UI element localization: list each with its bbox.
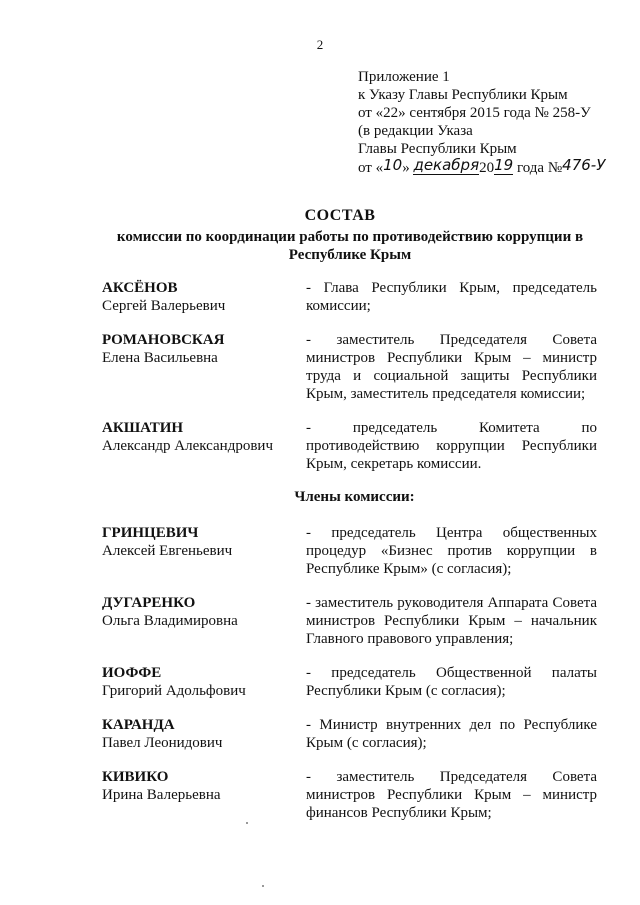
member-name (102, 716, 292, 752)
member-surname: ГРИНЦЕВИЧ (102, 525, 199, 541)
commission-entry (102, 768, 597, 822)
member-given-name: Ольга Владимировна (102, 613, 238, 629)
member-name (102, 664, 292, 700)
member-name (102, 524, 292, 578)
member-surname: РОМАНОВСКАЯ (102, 332, 225, 348)
member-surname: АКШАТИН (102, 420, 184, 436)
scan-artifact (262, 885, 264, 887)
member-name (102, 279, 292, 315)
member-surname: КИВИКО (102, 769, 169, 785)
date-quote-close: » (402, 160, 410, 176)
commission-entry (102, 524, 597, 578)
scan-artifact (246, 822, 248, 824)
handwritten-month: декабря (413, 156, 480, 174)
member-role: - председатель Центра общественных процедур «Бизнес против коррупции в Республике Крым» (с согласия); (306, 525, 597, 577)
member-surname: АКСЁНОВ (102, 280, 178, 296)
commission-entry (102, 419, 597, 473)
commission-entry (102, 664, 597, 700)
date-prefix: от « (358, 160, 384, 176)
year-suffix: года № (513, 160, 563, 176)
document-subtitle: комиссии по координации работы по противодействию коррупции в Республике Крым (116, 229, 584, 263)
member-role: - заместитель Председателя Совета министров Республики Крым – министр труда и социальной защиты Республики Крым, заместитель председателя комиссии; (306, 332, 597, 402)
commission-list (102, 279, 597, 838)
member-given-name: Ирина Валерьевна (102, 787, 221, 803)
member-name (102, 331, 292, 403)
members-heading: Члены комиссии: (294, 489, 415, 505)
commission-entry (102, 279, 597, 315)
member-given-name: Алексей Евгеньевич (102, 543, 233, 559)
member-role: - председатель Комитета по противодействию коррупции Республики Крым, секретарь комиссии. (306, 420, 597, 472)
member-role: - Глава Республики Крым, председатель комиссии; (306, 280, 597, 314)
commission-entry (102, 594, 597, 648)
member-name (102, 419, 292, 473)
appendix-line: от «22» сентября 2015 года № 258-У (358, 105, 591, 121)
commission-entry (102, 331, 597, 403)
member-role: - заместитель Председателя Совета министров Республики Крым – министр финансов Республики Крым; (306, 769, 597, 821)
member-role: - Министр внутренних дел по Республике Крым (с согласия); (306, 717, 597, 751)
appendix-line: Приложение 1 (358, 69, 450, 85)
member-role: - председатель Общественной палаты Республики Крым (с согласия); (306, 665, 597, 699)
appendix-line: к Указу Главы Республики Крым (358, 87, 568, 103)
member-given-name: Елена Васильевна (102, 350, 218, 366)
appendix-line: (в редакции Указа (358, 123, 473, 139)
member-surname: ДУГАРЕНКО (102, 595, 196, 611)
member-given-name: Александр Александрович (102, 438, 273, 454)
appendix-line: Главы Республики Крым (358, 141, 517, 157)
member-given-name: Павел Леонидович (102, 735, 223, 751)
member-name (102, 594, 292, 648)
member-given-name: Григорий Адольфович (102, 683, 246, 699)
member-given-name: Сергей Валерьевич (102, 298, 226, 314)
page-number: 2 (316, 37, 324, 52)
appendix-header (358, 68, 605, 177)
member-name (102, 768, 292, 822)
document-title: СОСТАВ (304, 207, 376, 224)
year-prefix: 20 (479, 160, 495, 176)
commission-entry (102, 716, 597, 752)
member-surname: КАРАНДА (102, 717, 175, 733)
handwritten-day: 10 (383, 156, 403, 174)
member-surname: ИОФФЕ (102, 665, 162, 681)
appendix-date-line (358, 158, 605, 177)
handwritten-year: 19 (494, 156, 514, 174)
member-role: - заместитель руководителя Аппарата Совета министров Республики Крым – начальник Главного правового управления; (306, 595, 597, 647)
handwritten-number: 476-У (562, 156, 606, 174)
